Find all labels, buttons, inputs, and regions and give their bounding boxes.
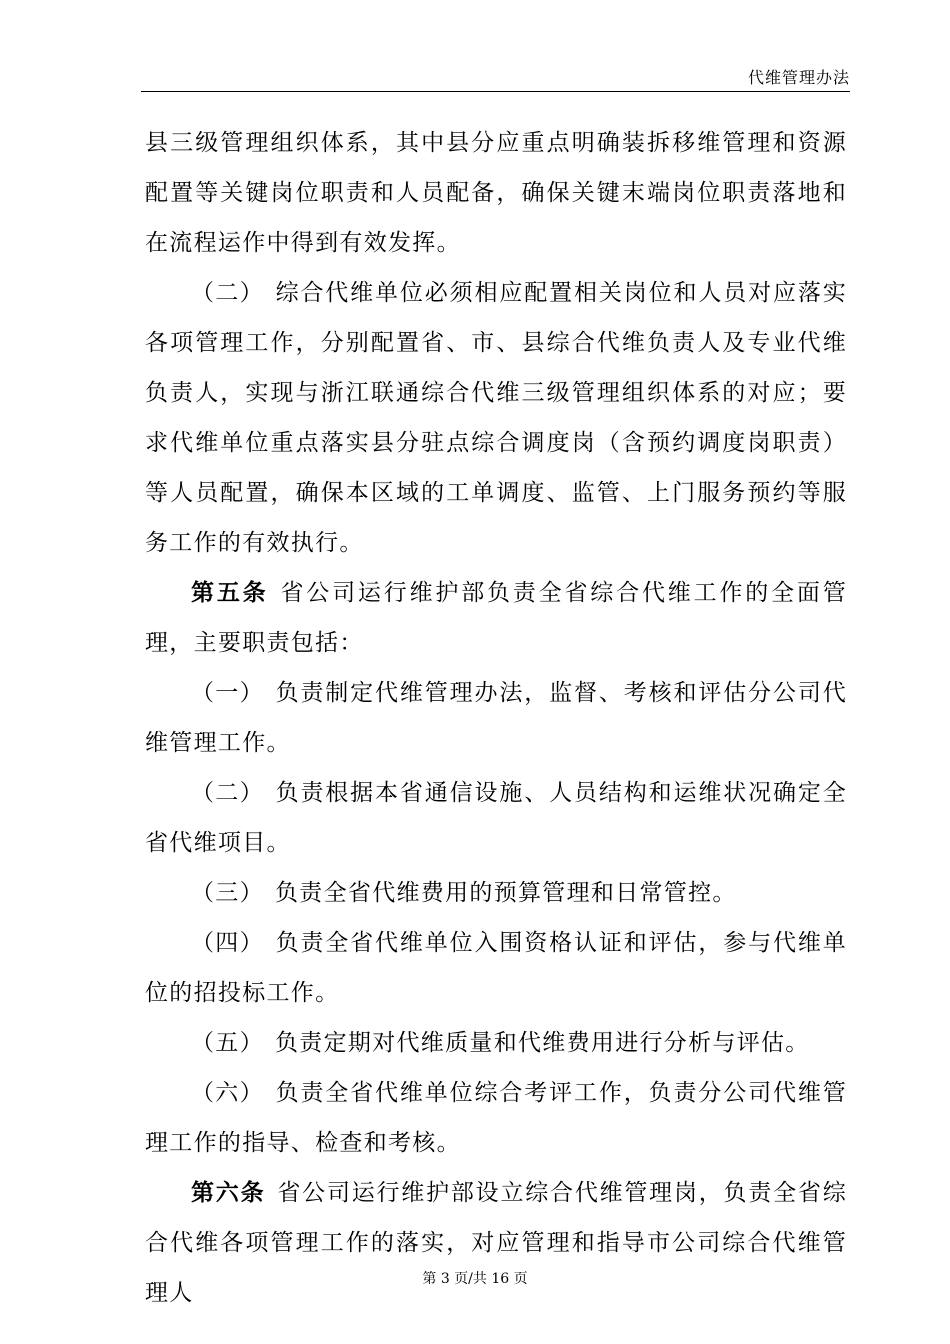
item-number: （一） <box>191 680 264 706</box>
item-number: （二） <box>191 280 264 306</box>
paragraph-text: 负责全省代维费用的预算管理和日常管控。 <box>275 880 737 906</box>
item-number: （六） <box>191 1080 264 1106</box>
paragraph-continuation <box>145 118 847 268</box>
paragraph-text: 负责全省代维单位综合考评工作，负责分公司代维管理工作的指导、检查和考核。 <box>145 1080 847 1156</box>
paragraph-item-2 <box>145 768 847 868</box>
page-footer <box>0 1270 950 1288</box>
paragraph-text: 县三级管理组织体系，其中县分应重点明确装拆移维管理和资源配置等关键岗位职责和人员配备，确保关键末端岗位职责落地和在流程运作中得到有效发挥。 <box>145 130 847 256</box>
article-5 <box>145 568 847 668</box>
header-title: 代维管理办法 <box>747 68 850 87</box>
article-number: 第六条 <box>191 1180 266 1206</box>
paragraph-text: 省公司运行维护部负责全省综合代维工作的全面管理，主要职责包括： <box>145 580 847 656</box>
page-number: 第 3 页/共 16 页 <box>422 1271 528 1287</box>
paragraph-item-5 <box>145 1018 847 1068</box>
article-number: 第五条 <box>191 580 269 606</box>
paragraph-text: 省公司运行维护部设立综合代维管理岗，负责全省综合代维各项管理工作的落实，对应管理和指导市公司综合代维管理人 <box>145 1180 847 1306</box>
item-number: （三） <box>191 880 264 906</box>
paragraph-item-6 <box>145 1068 847 1168</box>
paragraph-text: 综合代维单位必须相应配置相关岗位和人员对应落实各项管理工作，分别配置省、市、县综合代维负责人及专业代维负责人，实现与浙江联通综合代维三级管理组织体系的对应；要求代维单位重点落实县分驻点综合调度岗（含预约调度岗职责）等人员配置，确保本区域的工单调度、监管、上门服务预约等服务工作的有效执行。 <box>145 280 847 556</box>
header-divider <box>141 91 850 92</box>
paragraph-text: 负责制定代维管理办法，监督、考核和评估分公司代维管理工作。 <box>145 680 847 756</box>
paragraph-item-1 <box>145 668 847 768</box>
item-number: （四） <box>191 930 264 956</box>
document-body <box>145 118 847 1318</box>
item-number: （五） <box>191 1030 264 1056</box>
paragraph-text: 负责根据本省通信设施、人员结构和运维状况确定全省代维项目。 <box>145 780 847 856</box>
paragraph-text: 负责全省代维单位入围资格认证和评估，参与代维单位的招投标工作。 <box>145 930 847 1006</box>
paragraph-item-2 <box>145 268 847 568</box>
article-6 <box>145 1168 847 1318</box>
paragraph-item-3 <box>145 868 847 918</box>
item-number: （二） <box>191 780 264 806</box>
paragraph-text: 负责定期对代维质量和代维费用进行分析与评估。 <box>275 1030 810 1056</box>
paragraph-item-4 <box>145 918 847 1018</box>
